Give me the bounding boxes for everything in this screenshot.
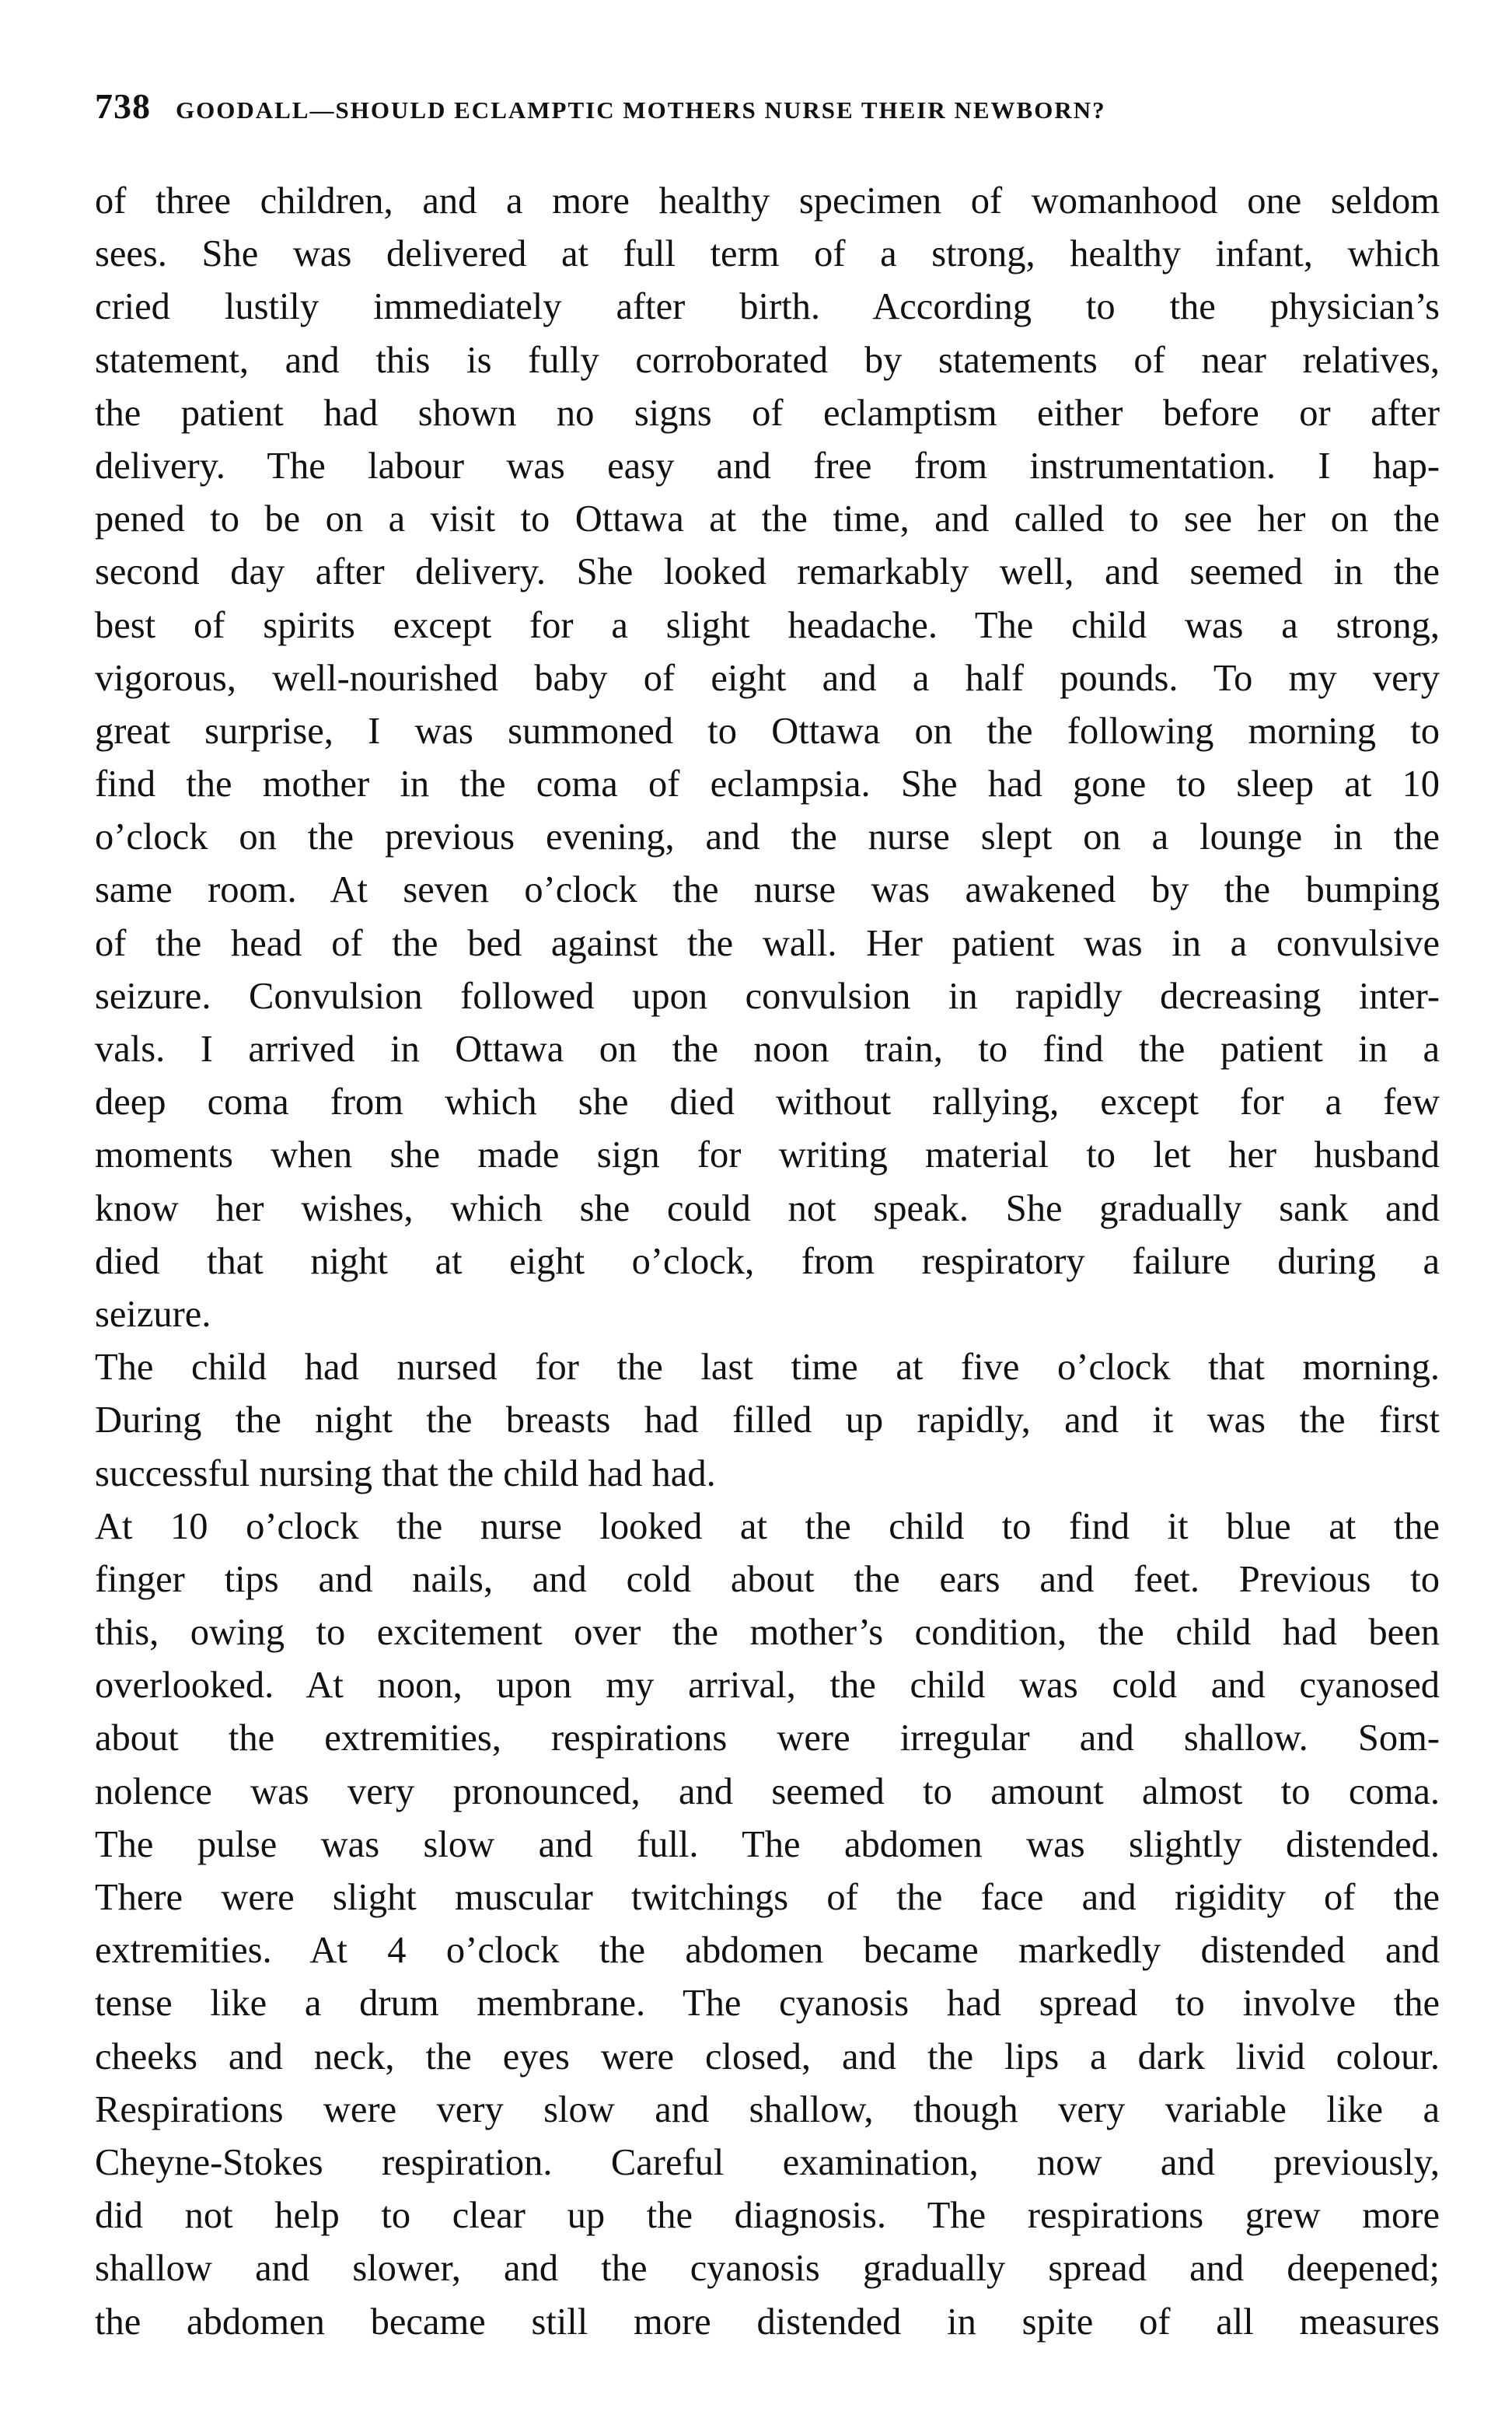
- text-line: seizure. Convulsion followed upon convulsion in rapidly decreasing inter-: [95, 975, 1440, 1017]
- text-line: the abdomen became still more distended in spite of all measures: [95, 2301, 1440, 2343]
- text-line: tense like a drum membrane. The cyanosis had spread to involve the: [95, 1983, 1440, 2025]
- running-head: [95, 86, 1440, 140]
- text-line: deep coma from which she died without rallying, except for a few: [95, 1081, 1440, 1123]
- text-line: There were slight muscular twitchings of the face and rigidity of the: [95, 1877, 1440, 1918]
- text-line: cried lustily immediately after birth. According to the physician’s: [95, 286, 1440, 328]
- text-line: died that night at eight o’clock, from respiratory failure during a: [95, 1240, 1440, 1282]
- text-line: Cheyne-Stokes respiration. Careful examination, now and previously,: [95, 2141, 1440, 2183]
- text-line: did not help to clear up the diagnosis. The respirations grew more: [95, 2195, 1440, 2237]
- text-line: successful nursing that the child had had.: [95, 1452, 716, 1494]
- running-title: GOODALL—SHOULD ECLAMPTIC MOTHERS NURSE THEIR NEWBORN?: [176, 96, 1106, 124]
- page-number: 738: [95, 86, 151, 126]
- text-line: shallow and slower, and the cyanosis gradually spread and deepened;: [95, 2248, 1440, 2290]
- text-line: statement, and this is fully corroborated by statements of near relatives,: [95, 339, 1440, 381]
- text-line: pened to be on a visit to Ottawa at the time, and called to see her on the: [95, 498, 1440, 540]
- text-line: second day after delivery. She looked remarkably well, and seemed in the: [95, 551, 1440, 593]
- text-line: of three children, and a more healthy specimen of womanhood one seldom: [95, 180, 1440, 222]
- text-line: nolence was very pronounced, and seemed to amount almost to coma.: [95, 1770, 1440, 1812]
- text-line: Respirations were very slow and shallow, though very variable like a: [95, 2088, 1440, 2130]
- text-line: finger tips and nails, and cold about the ears and feet. Previous to: [95, 1558, 1440, 1600]
- text-line: best of spirits except for a slight headache. The child was a strong,: [95, 604, 1440, 646]
- text-line: same room. At seven o’clock the nurse was awakened by the bumping: [95, 869, 1440, 911]
- body-text: [95, 175, 1440, 2349]
- text-line: sees. She was delivered at full term of a strong, healthy infant, which: [95, 233, 1440, 275]
- text-line: of the head of the bed against the wall. Her patient was in a convulsive: [95, 922, 1440, 964]
- text-line: The child had nursed for the last time at five o’clock that morning.: [95, 1347, 1440, 1389]
- text-line: know her wishes, which she could not speak. She gradually sank and: [95, 1187, 1440, 1229]
- text-line: the patient had shown no signs of eclamptism either before or after: [95, 392, 1440, 434]
- text-line: seizure.: [95, 1293, 211, 1335]
- text-line: great surprise, I was summoned to Ottawa on the following morning to: [95, 710, 1440, 752]
- text-line: about the extremities, respirations were irregular and shallow. Som-: [95, 1717, 1440, 1759]
- text-line: At 10 o’clock the nurse looked at the child to find it blue at the: [95, 1505, 1440, 1547]
- text-line: moments when she made sign for writing material to let her husband: [95, 1134, 1440, 1176]
- text-line: cheeks and neck, the eyes were closed, and the lips a dark livid colour.: [95, 2035, 1440, 2077]
- text-line: The pulse was slow and full. The abdomen was slightly distended.: [95, 1823, 1440, 1865]
- text-line: extremities. At 4 o’clock the abdomen became markedly distended and: [95, 1930, 1440, 1972]
- text-line: this, owing to excitement over the mother’s condition, the child had been: [95, 1612, 1440, 1654]
- text-line: vals. I arrived in Ottawa on the noon train, to find the patient in a: [95, 1029, 1440, 1070]
- text-line: delivery. The labour was easy and free from instrumentation. I hap-: [95, 445, 1440, 487]
- text-line: vigorous, well-nourished baby of eight and a half pounds. To my very: [95, 657, 1440, 699]
- text-line: During the night the breasts had filled up rapidly, and it was the first: [95, 1399, 1440, 1441]
- text-line: find the mother in the coma of eclampsia. She had gone to sleep at 10: [95, 763, 1440, 805]
- text-line: overlooked. At noon, upon my arrival, the child was cold and cyanosed: [95, 1665, 1440, 1707]
- text-line: o’clock on the previous evening, and the nurse slept on a lounge in the: [95, 816, 1440, 858]
